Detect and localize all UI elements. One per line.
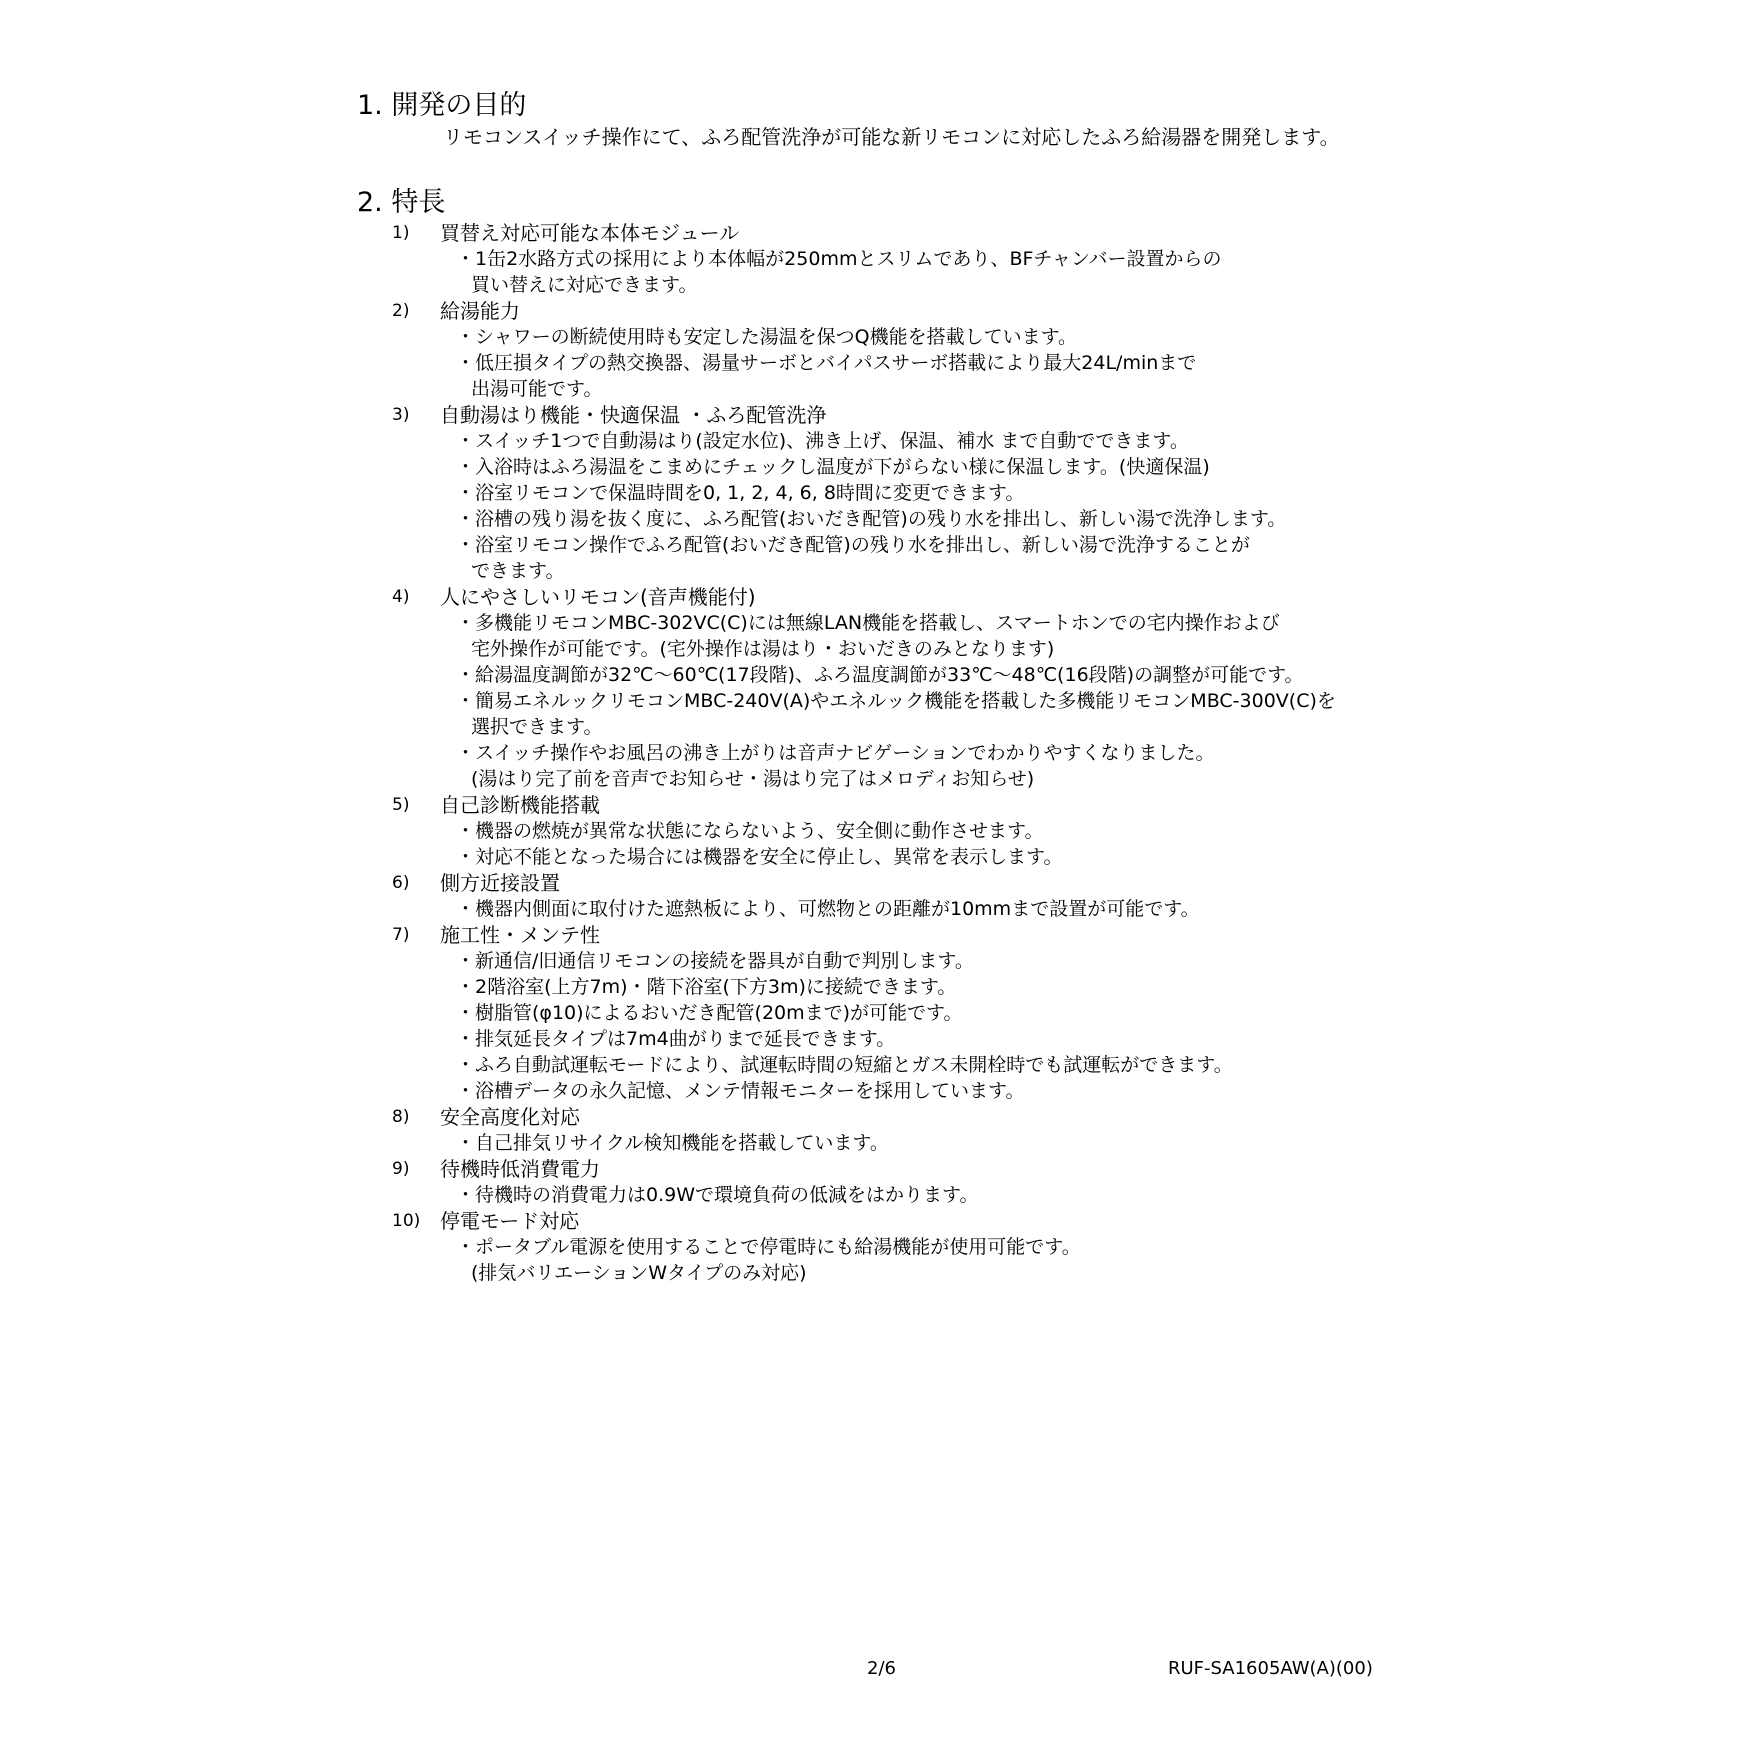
feature-item (392, 1156, 1722, 1208)
feature-number: 5) (392, 795, 410, 815)
feature-bullet: ・自己排気リサイクル検知機能を搭載しています。 (456, 1132, 889, 1154)
feature-bullet: ・スイッチ操作やお風呂の沸き上がりは音声ナビゲーションでわかりやすくなりました。 (456, 742, 1215, 764)
feature-bullet: ・排気延長タイプは7m4曲がりまで延長できます。 (456, 1028, 896, 1050)
feature-bullet: ・多機能リモコンMBC-302VC(C)には無線LAN機能を搭載し、スマートホンでの宅内操作および (456, 612, 1280, 634)
feature-title: 自動湯はり機能・快適保温 ・ふろ配管洗浄 (440, 403, 827, 427)
feature-heading (392, 220, 1722, 246)
feature-item (392, 922, 1722, 1104)
feature-heading (392, 792, 1722, 818)
feature-number: 7) (392, 925, 410, 945)
feature-bullet: ・待機時の消費電力は0.9Wで環境負荷の低減をはかります。 (456, 1184, 979, 1206)
feature-heading (392, 584, 1722, 610)
feature-number: 4) (392, 587, 410, 607)
feature-title: 人にやさしいリモコン(音声機能付) (440, 585, 756, 609)
feature-bullet: ・機器内側面に取付けた遮熱板により、可燃物との距離が10mmまで設置が可能です。 (456, 898, 1200, 920)
feature-bullet: ・給湯温度調節が32℃～60℃(17段階)、ふろ温度調節が33℃～48℃(16段階)の調整が可能です。 (456, 664, 1304, 686)
feature-bullet: ・浴槽データの永久記憶、メンテ情報モニターを採用しています。 (456, 1080, 1025, 1102)
purpose-text: リモコンスイッチ操作にて、ふろ配管洗浄が可能な新リモコンに対応したふろ給湯器を開発します。 (443, 125, 1340, 149)
feature-heading (392, 1208, 1722, 1234)
feature-number: 2) (392, 301, 410, 321)
feature-title: 自己診断機能搭載 (440, 793, 600, 817)
feature-number: 6) (392, 873, 410, 893)
feature-bullet: ・対応不能となった場合には機器を安全に停止し、異常を表示します。 (456, 846, 1063, 868)
feature-bullet: ・新通信/旧通信リモコンの接続を器具が自動で判別します。 (456, 950, 974, 972)
feature-title: 側方近接設置 (440, 871, 560, 895)
feature-line-continued: 買い替えに対応できます。 (471, 274, 698, 296)
feature-item (392, 1208, 1722, 1286)
page-number: 2/6 (867, 1658, 896, 1679)
feature-item (392, 1104, 1722, 1156)
feature-bullet: ・機器の燃焼が異常な状態にならないよう、安全側に動作させます。 (456, 820, 1044, 842)
feature-line-continued: 宅外操作が可能です。(宅外操作は湯はり・おいだきのみとなります) (471, 638, 1055, 660)
feature-title: 給湯能力 (440, 299, 520, 323)
feature-bullet: ・樹脂管(φ10)によるおいだき配管(20mまで)が可能です。 (456, 1002, 963, 1024)
feature-bullet: ・簡易エネルックリモコンMBC-240V(A)やエネルック機能を搭載した多機能リモコンMBC-300V(C)を (456, 690, 1336, 712)
feature-item (392, 792, 1722, 870)
feature-line-continued: (排気バリエーションWタイプのみ対応) (471, 1262, 807, 1284)
feature-title: 停電モード対応 (440, 1209, 580, 1233)
feature-number: 1) (392, 223, 410, 243)
document-code: RUF-SA1605AW(A)(00) (1168, 1658, 1373, 1679)
feature-item (392, 298, 1722, 402)
feature-heading (392, 298, 1722, 324)
feature-line-continued: 選択できます。 (471, 716, 603, 738)
feature-item (392, 220, 1722, 298)
section-1-title: 1. 開発の目的 (357, 90, 527, 121)
feature-bullet: ・ふろ自動試運転モードにより、試運転時間の短縮とガス未開栓時でも試運転ができます。 (456, 1054, 1233, 1076)
feature-title: 安全高度化対応 (440, 1105, 580, 1129)
feature-heading (392, 1104, 1722, 1130)
feature-line-continued: (湯はり完了前を音声でお知らせ・湯はり完了はメロディお知らせ) (471, 768, 1035, 790)
feature-item (392, 584, 1722, 792)
feature-heading (392, 1156, 1722, 1182)
feature-list (392, 220, 1722, 1286)
feature-bullet: ・入浴時はふろ湯温をこまめにチェックし温度が下がらない様に保温します。(快適保温) (456, 456, 1210, 478)
feature-bullet: ・スイッチ1つで自動湯はり(設定水位)、沸き上げ、保温、補水 まで自動でできます。 (456, 430, 1189, 452)
feature-item (392, 870, 1722, 922)
feature-title: 買替え対応可能な本体モジュール (440, 221, 740, 245)
feature-heading (392, 870, 1722, 896)
feature-bullet: ・浴室リモコン操作でふろ配管(おいだき配管)の残り水を排出し、新しい湯で洗浄することが (456, 534, 1250, 556)
feature-line-continued: できます。 (471, 560, 565, 582)
feature-number: 8) (392, 1107, 410, 1127)
feature-title: 待機時低消費電力 (440, 1157, 600, 1181)
feature-heading (392, 402, 1722, 428)
feature-item (392, 402, 1722, 584)
feature-bullet: ・浴室リモコンで保温時間を0, 1, 2, 4, 6, 8時間に変更できます。 (456, 482, 1025, 504)
feature-title: 施工性・メンテ性 (440, 923, 600, 947)
feature-number: 9) (392, 1159, 410, 1179)
feature-bullet: ・2階浴室(上方7m)・階下浴室(下方3m)に接続できます。 (456, 976, 957, 998)
feature-line-continued: 出湯可能です。 (471, 378, 603, 400)
feature-number: 10) (392, 1211, 421, 1231)
feature-bullet: ・シャワーの断続使用時も安定した湯温を保つQ機能を搭載しています。 (456, 326, 1078, 348)
section-2-title: 2. 特長 (357, 187, 446, 218)
feature-bullet: ・ポータブル電源を使用することで停電時にも給湯機能が使用可能です。 (456, 1236, 1081, 1258)
feature-number: 3) (392, 405, 410, 425)
feature-bullet: ・低圧損タイプの熱交換器、湯量サーボとバイパスサーボ搭載により最大24L/minまで (456, 352, 1197, 374)
feature-heading (392, 922, 1722, 948)
feature-bullet: ・浴槽の残り湯を抜く度に、ふろ配管(おいだき配管)の残り水を排出し、新しい湯で洗浄します。 (456, 508, 1287, 530)
feature-bullet: ・1缶2水路方式の採用により本体幅が250mmとスリムであり、BFチャンバー設置からの (456, 248, 1222, 270)
